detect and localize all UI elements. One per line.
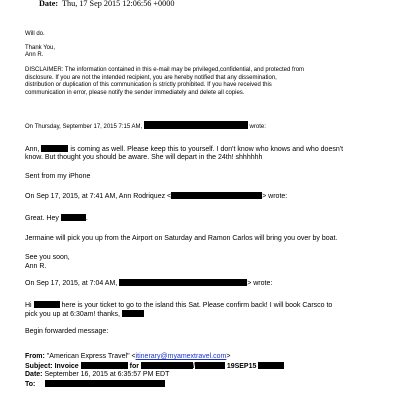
- message-1-greeting: Ann,: [25, 146, 40, 153]
- redaction-block: [144, 121, 248, 129]
- message-2-greeting-end: .: [85, 215, 88, 222]
- redaction-block: [119, 279, 247, 286]
- subject-for: for: [129, 363, 139, 370]
- message-2-closing-1: See you soon,: [25, 254, 70, 261]
- message-2-closing-2: Ann R.: [25, 263, 47, 270]
- quote-header-3-prefix: On Sep 17, 2015, at 7:04 AM,: [25, 280, 118, 287]
- message-2-greeting-text: Great. Hey: [25, 215, 59, 222]
- quote-header-1-prefix: On Thursday, September 17, 2015 7:15 AM,: [25, 124, 143, 130]
- redaction-block: [195, 362, 225, 369]
- redaction-block: [41, 145, 68, 152]
- redaction-block: [122, 310, 144, 317]
- to-label: To:: [25, 381, 36, 388]
- forwarded-date: [25, 371, 395, 380]
- quote-header-1: [25, 121, 393, 131]
- message-2-line-1: Jermaine will pick you up from the Airport on Saturday and Ramon Carlos will bring you over by boat.: [25, 235, 338, 242]
- header-date-label: Date:: [39, 0, 59, 8]
- disclaimer-line-2: disclosure. If you are not the intended recipient, you are hereby notified that any dissemination,: [25, 74, 277, 81]
- redaction-block: [141, 362, 193, 369]
- quote-header-2-prefix: On Sep 17, 2015, at 7:41 AM, Ann Rodriquez <: [25, 193, 172, 200]
- message-3-line-2: [25, 310, 395, 320]
- redaction-block: [171, 192, 262, 199]
- quote-header-2-suffix: > wrote:: [262, 193, 288, 200]
- forwarded-message-label: Begin forwarded message:: [25, 328, 109, 335]
- quote-header-3: [25, 279, 395, 289]
- forwarded-date-value: September 16, 2015 at 6:35:57 PM EDT: [44, 371, 170, 378]
- subject-label: Subject:: [25, 363, 53, 370]
- quote-header-1-suffix: wrote:: [249, 124, 266, 130]
- message-1-line-2: know. But thought you should be aware. She will depart in the 24th! shhhhhh: [25, 154, 263, 161]
- message-1-signature: Sent from my iPhone: [25, 173, 91, 180]
- from-end: >: [226, 353, 231, 360]
- from-email-link[interactable]: itinerary@myamextravel.com: [135, 353, 227, 360]
- header-date-value: Thu, 17 Sep 2015 12:06:56 +0000: [62, 0, 175, 8]
- forwarded-to: [25, 380, 395, 390]
- redaction-block: [45, 380, 165, 387]
- reply-line-3: Ann R.: [25, 52, 44, 58]
- quote-header-2: [25, 192, 395, 202]
- from-name: "American Express Travel" <: [46, 353, 136, 360]
- from-label: From:: [25, 353, 45, 360]
- redaction-block: [61, 214, 86, 221]
- disclaimer-line-3: distribution or duplication of this communication is strictly prohibited. If you have received this: [25, 82, 272, 88]
- reply-line-1: Will do.: [25, 31, 45, 37]
- redaction-block: [81, 362, 128, 369]
- forwarded-from: [25, 353, 395, 362]
- message-3-text: here is your ticket to go to the island this Sat. Please confirm back! I will book Carsco to: [61, 302, 333, 309]
- reply-line-2: Thank You,: [25, 45, 56, 51]
- quote-header-3-suffix: > wrote:: [247, 280, 273, 287]
- subject-date: 19SEP15: [226, 363, 257, 370]
- message-1-text: is coming as well. Please keep this to yourself. I don't know who knows and who doesn't: [70, 146, 344, 153]
- message-3-greeting: Hi: [25, 302, 32, 309]
- disclaimer-line-1: DISCLAIMER: The information contained in this e-mail may be privileged,confidential, and protected from: [25, 67, 305, 73]
- subject-invoice: Invoice: [54, 363, 79, 370]
- forwarded-date-label: Date:: [25, 371, 43, 378]
- disclaimer-line-4: communication in error, please notify the sender immediately and delete all copies.: [25, 89, 245, 96]
- message-3-line-2-text: pick you up at 6:30am! thanks,: [25, 311, 120, 318]
- redaction-block: [258, 362, 284, 369]
- message-2-greeting: [25, 214, 395, 224]
- redaction-block: [34, 301, 60, 308]
